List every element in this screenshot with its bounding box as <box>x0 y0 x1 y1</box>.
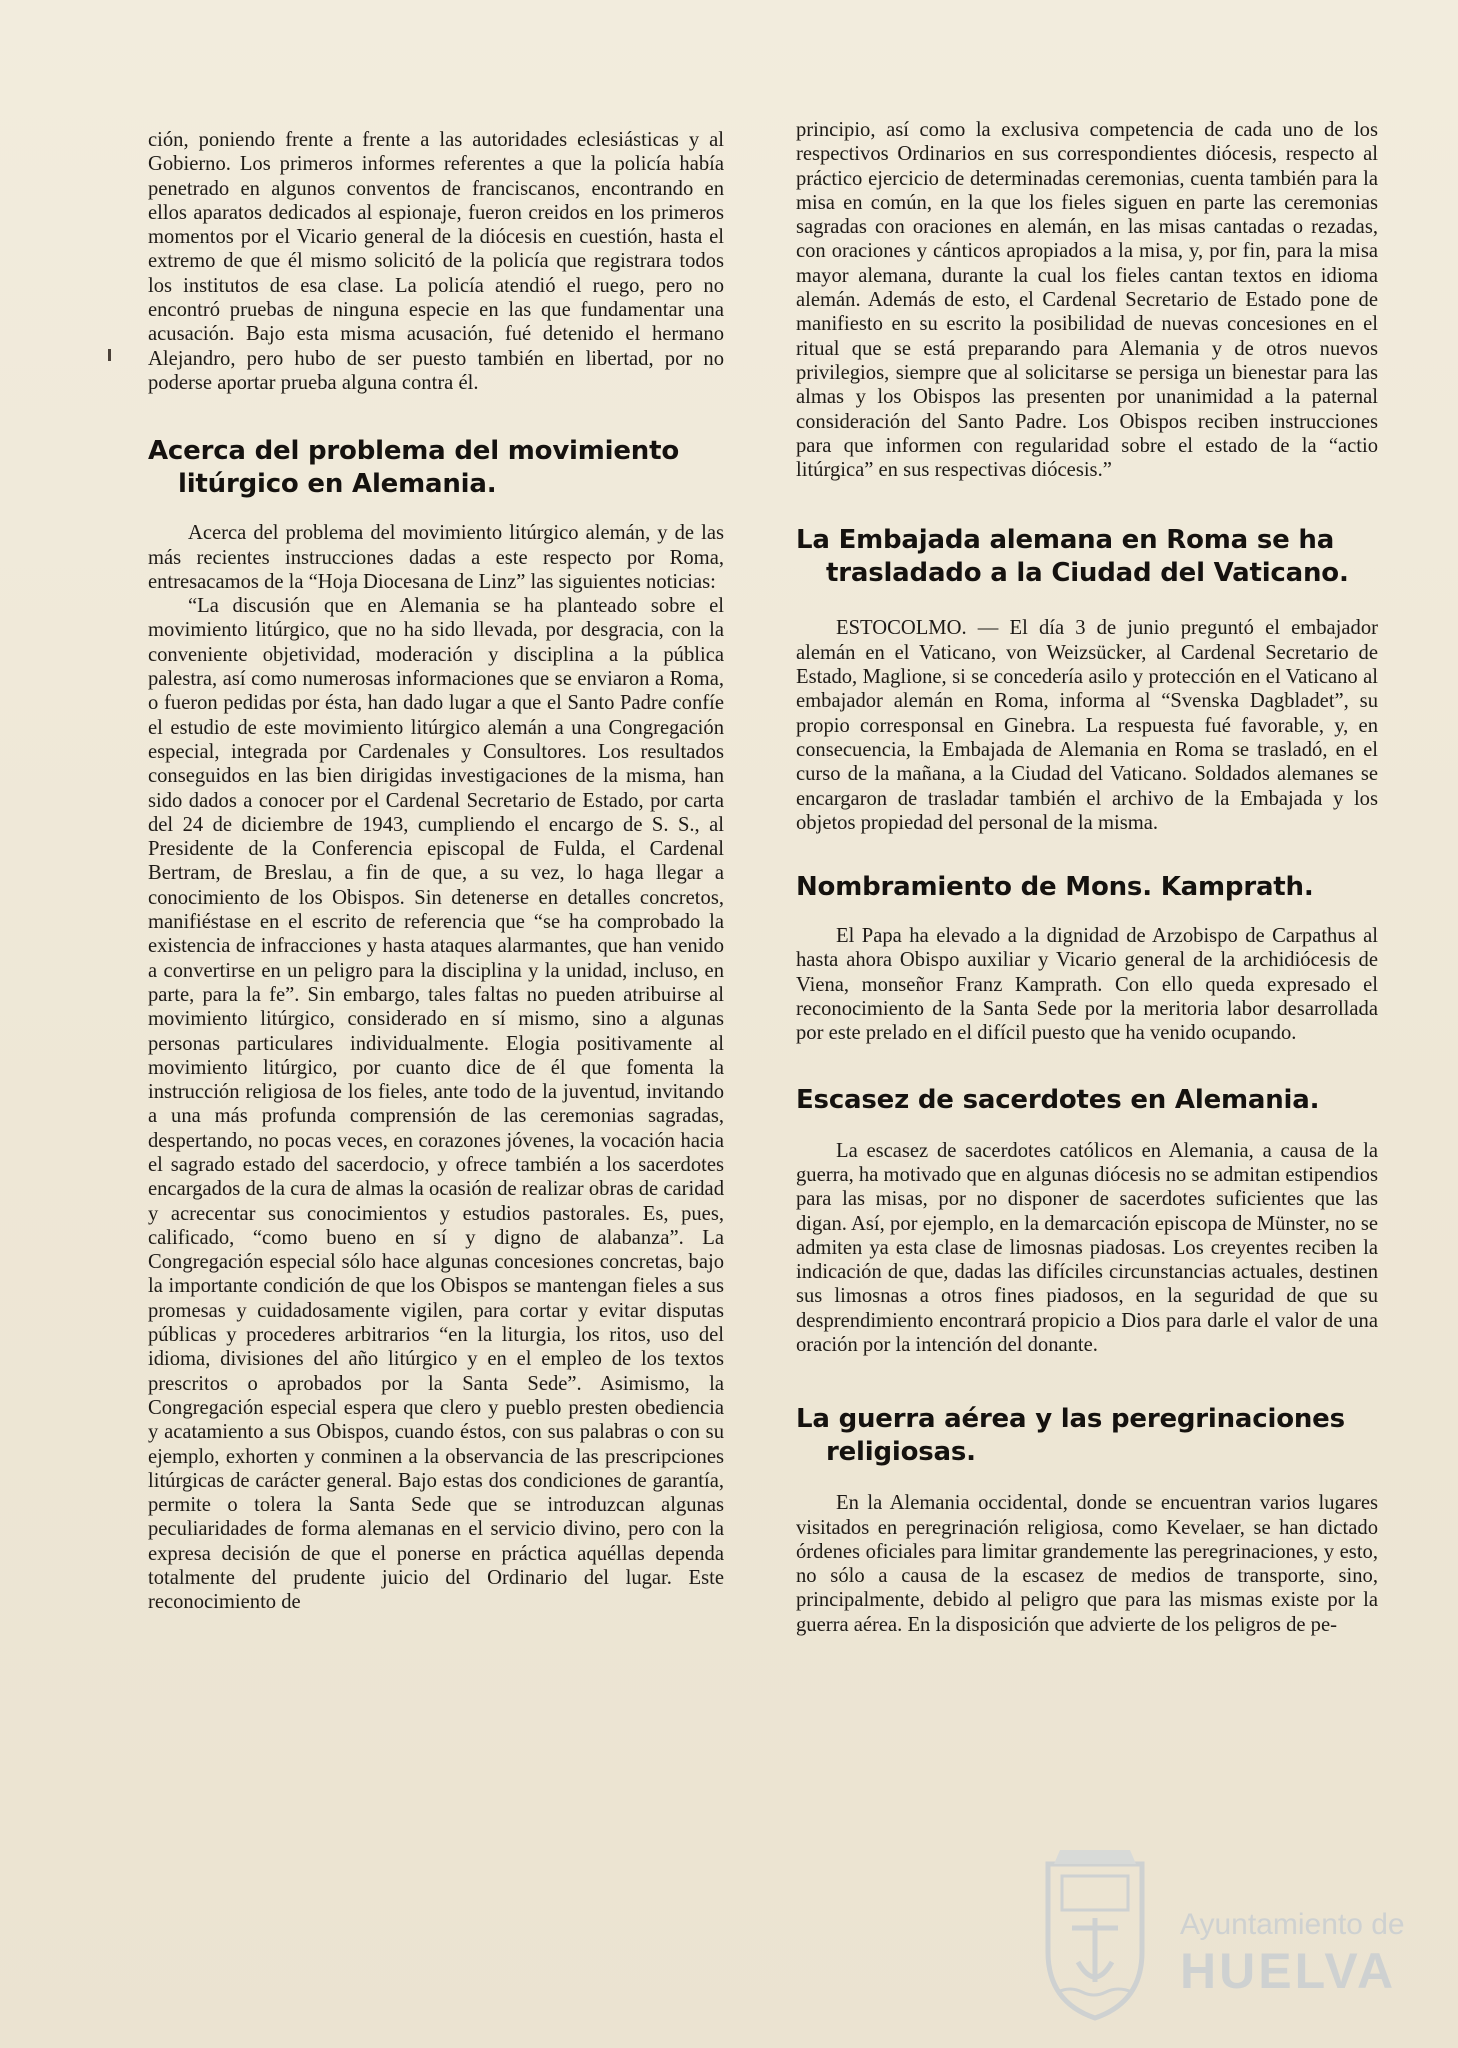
liturgical-intro-paragraph: Acerca del problema del movimiento litúrgico alemán, y de las más recientes instrucciones dadas a este respecto por Roma, entresacamos de la “Hoja Diocesana de Linz” las siguientes noticias: <box>148 522 724 593</box>
coat-of-arms-icon <box>1040 1842 1150 2022</box>
heading-kamprath: Nombramiento de Mons. Kamprath. <box>796 872 1314 903</box>
heading-air-war: La guerra aérea y las peregrinaciones religiosas. <box>796 1404 1345 1468</box>
embassy-paragraph: ESTOCOLMO. — El día 3 de junio preguntó el embajador alemán en el Vaticano, von Weizsücker, al Cardenal Secretario de Estado, Maglione, si se concedería asilo y protección en el Vaticano al embajador alemán en Roma, informa al “Svenska Dagbladet”, su propio corresponsal en Ginebra. La respuesta fué favorable, y, en consecuencia, la Embajada de Alemania en Roma se trasladó, en el curso de la mañana, a la Ciudad del Vaticano. Soldados alemanes se encargaron de trasladar también el archivo de la Embajada y los objetos propiedad del personal de la misma. <box>796 617 1378 834</box>
watermark-line-2: HUELVA <box>1180 1943 1397 1999</box>
kamprath-paragraph: El Papa ha elevado a la dignidad de Arzobispo de Carpathus al hasta ahora Obispo auxiliar y Vicario general de la archidiócesis de Viena, monseñor Franz Kamprath. Con ello queda expresado el reconocimiento de la Santa Sede por la meritoria labor desarrollada por este prelado en el difícil puesto que ha venido ocupando. <box>796 925 1378 1045</box>
heading-embassy: La Embajada alemana en Roma se ha trasladado a la Ciudad del Vaticano. <box>796 525 1349 589</box>
heading-liturgical-movement: Acerca del problema del movimiento litúrgico en Alemania. <box>148 436 680 500</box>
air-war-paragraph: En la Alemania occidental, donde se encuentran varios lugares visitados en peregrinación religiosa, como Kevelaer, se han dictado órdenes oficiales para limitar grandemente las peregrinaciones, y esto, no sólo a causa de la escasez de medios de transporte, sino, principalmente, debido al peligro que para las mismas existe por la guerra aérea. En la disposición que advierte de los peligros de pe- <box>796 1492 1378 1636</box>
article-continuation-paragraph: ción, poniendo frente a frente a las autoridades eclesiásticas y al Gobierno. Los primeros informes referentes a que la policía había penetrado en algunos conventos de franciscanos, encontrando en ellos aparatos dedicados al espionaje, fueron creidos en los primeros momentos por el Vicario general de la diócesis en cuestión, hasta el extremo de que él mismo solicitó de la policía que registrara todos los institutos de esa clase. La policía atendió el ruego, pero no encontró pruebas de ninguna especie en las que fundamentar una acusación. Bajo esta misma acusación, fué detenido el hermano Alejandro, pero hubo de ser puesto también en libertad, por no poderse aportar prueba alguna contra él. <box>148 129 724 394</box>
left-column <box>148 128 724 1615</box>
watermark-line-1: Ayuntamiento de <box>1180 1908 1405 1941</box>
margin-mark <box>108 349 111 361</box>
liturgical-quote-paragraph: “La discusión que en Alemania se ha planteado sobre el movimiento litúrgico, que no ha sido llevada, por desgracia, con la conveniente objetividad, moderación y disciplina a la pública palestra, así como numerosas informaciones que se enviaron a Roma, o fueron pedidas por ésta, han dado lugar a que el Santo Padre confíe el estudio de este movimiento litúrgico alemán a una Congregación especial, integrada por Cardenales y Consultores. Los resultados conseguidos en las bien dirigidas investigaciones de la misma, han sido dados a conocer por el Cardenal Secretario de Estado, por carta del 24 de diciembre de 1943, cumpliendo el encargo de S. S., al Presidente de la Conferencia episcopal de Fulda, el Cardenal Bertram, de Breslau, a fin de que, a su vez, lo haga llegar a conocimiento de los Obispos. Sin detenerse en detalles concretos, manifiéstase en el escrito de referencia que “se ha comprobado la existencia de infracciones y hasta ataques alarmantes, que han venido a convertirse en un peligro para la disciplina y la unidad, incluso, en parte, para la fe”. Sin embargo, tales faltas no pueden atribuirse al movimiento litúrgico, considerado en sí mismo, sino a algunas personas particulares individualmente. Elogia positivamente al movimiento litúrgico, por cuanto dice de él que fomenta la instrucción religiosa de los fieles, ante todo de la juventud, invitando a una más profunda comprensión de las ceremonias sagradas, despertando, no pocas veces, en corazones jóvenes, la vocación hacia el sagrado estado del sacerdocio, y ofrece también a los sacerdotes encargados de la cura de almas la ocasión de realizar obras de caridad y acrecentar sus conocimientos y estudios pastorales. Es, pues, calificado, “como bueno en sí y digno de alabanza”. La Congregación especial sólo hace algunas concesiones concretas, bajo la importante condición de que los Obispos se mantengan fieles a sus promesas y cuidadosamente vigilen, para cortar y evitar disputas públicas y procederes arbitrarios “en la liturgia, los ritos, uso del idioma, divisiones del año litúrgico y en el empleo de los textos prescritos o aprobados por la Santa Sede”. Asimismo, la Congregación especial espera que clero y pueblo presten obediencia y acatamiento a sus Obispos, cuando éstos, con sus palabras o con su ejemplo, exhorten y conminen a la observancia de las prescripciones litúrgicas de carácter general. Bajo estas dos condiciones de garantía, permite o tolera la Santa Sede que se introduzcan algunas peculiaridades de forma alemanas en el servicio divino, pero con la expresa decisión de que el ponerse en práctica aquéllas dependa totalmente del prudente juicio del Ordinario del lugar. Este reconocimiento de <box>148 595 724 1614</box>
priest-shortage-paragraph: La escasez de sacerdotes católicos en Alemania, a causa de la guerra, ha motivado que en algunas diócesis no se admitan estipendios para las misas, por no disponer de sacerdotes suficientes que las digan. Así, por ejemplo, en la demarcación episcopa de Münster, no se admiten ya esta clase de limosnas piadosas. Los creyentes reciben la indicación de que, dadas las difíciles circunstancias actuales, destinen sus limosnas a otros fines piadosos, en la seguridad de que su desprendimiento encontrará propicio a Dios para darle el valor de una oración por la intención del donante. <box>796 1139 1378 1356</box>
heading-priest-shortage: Escasez de sacerdotes en Alemania. <box>796 1084 1320 1115</box>
liturgical-quote-continuation: principio, así como la exclusiva competencia de cada uno de los respectivos Ordinarios en sus correspondientes diócesis, respecto al práctico ejercicio de determinadas ceremonias, cuenta también para la misa en común, en la que los fieles siguen en parte las ceremonias sagradas con oraciones en alemán, en las misas cantadas o rezadas, con oraciones y cánticos apropiados a la misa, y, por fin, para la misa mayor alemana, durante la cual los fieles cantan textos en idioma alemán. Además de esto, el Cardenal Secretario de Estado pone de manifiesto en su escrito la posibilidad de nuevas concesiones en el ritual que se está preparando para Alemania y de otros nuevos privilegios, siempre que al solicitarse se persiga un bienestar para las almas y los Obispos las presenten por unanimidad a la paternal consideración del Santo Padre. Los Obispos reciben instrucciones para que informen con regularidad sobre el estado de la “actio litúrgica” en sus respectivas diócesis.” <box>796 119 1378 482</box>
right-column <box>796 118 1378 1637</box>
watermark <box>1040 1842 1420 2032</box>
